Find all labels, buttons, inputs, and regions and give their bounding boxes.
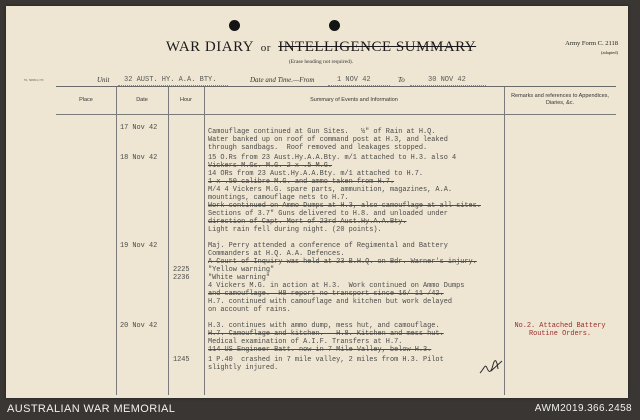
summary-line: H.7. continued with camouflage and kitchen but work delayed — [208, 298, 452, 306]
unit-value: 32 AUST. HY. A.A. BTY. — [124, 76, 217, 84]
form-number-main: Army Form C. 2118 — [565, 40, 618, 47]
summary-line: Commanders at H.Q. A.A. Defences. — [208, 250, 345, 258]
entry-hour: 2236 — [173, 274, 190, 282]
date-label: Date and Time.—From — [250, 76, 315, 84]
entry-date: 19 Nov 42 — [120, 242, 158, 250]
entry-date: 20 Nov 42 — [120, 322, 158, 330]
entry-date: 17 Nov 42 — [120, 124, 158, 132]
column-divider — [204, 87, 205, 395]
summary-line: H.3. continues with ammo dump, mess hut, and camouflage. — [208, 322, 440, 330]
form-number — [565, 39, 618, 57]
summary-line-struck: 1 x .50 calibre M.G. and ammo taken from H.7. — [208, 178, 395, 186]
date-from: 1 NOV 42 — [337, 76, 371, 84]
header-hour: Hour — [180, 97, 192, 103]
footer-source: AUSTRALIAN WAR MEMORIAL — [7, 403, 176, 415]
summary-line: through sandbags. Roof removed and leakages stopped. — [208, 144, 428, 152]
header-place: Place — [79, 97, 93, 103]
title-struck: INTELLIGENCE SUMMARY — [278, 39, 477, 55]
column-divider — [116, 87, 117, 395]
column-divider — [168, 87, 169, 395]
summary-line-struck: and camouflage. H8 report no transport since 16/ 11 /42. — [208, 290, 444, 298]
summary-line-struck: H.7. Camouflage and kitchen. H.8. Kitchen and mess hut. — [208, 330, 444, 338]
summary-line-struck: Vickers M.Gs. M.G. 2 x .5 M.G. — [208, 162, 333, 170]
summary-line-struck: 114 US Engineer Batt. now in 7 Mile Valley, below H.3. — [208, 346, 432, 354]
form-subtitle: (Erase heading not required). — [288, 59, 354, 65]
unit-label: Unit — [97, 76, 110, 84]
summary-line: Water banked up on roof of command post at H.3, and leaked — [208, 136, 448, 144]
summary-line: mountings, camouflage nets to H.7. — [208, 194, 349, 202]
summary-line: 15 O.Rs from 23 Aust.Hy.A.A.Bty. m/1 attached to H.3. also 4 — [208, 154, 457, 162]
remarks-entry: No.2. Attached Battery Routine Orders. — [514, 322, 606, 339]
footer-accession: AWM2019.366.2458 — [534, 403, 632, 414]
header-summary: Summary of Events and Information — [310, 97, 398, 103]
summary-line: 4 Vickers M.G. in action at H.3. Work continued on Ammo Dumps — [208, 282, 465, 290]
summary-line-struck: Work continued on Ammo Dumps at H.3, also camouflage at all sites. — [208, 202, 481, 210]
summary-line: Camouflage continued at Gun Sites. ½" of Rain at H.Q. — [208, 128, 436, 136]
header-remarks: Remarks and references to Appendices, Diaries, &c. — [511, 93, 609, 106]
summary-line: Maj. Perry attended a conference of Regimental and Battery — [208, 242, 448, 250]
summary-line: M/4 4 Vickers M.G. spare parts, ammunition, magazines, A.A. — [208, 186, 452, 194]
column-divider — [504, 87, 505, 395]
summary-line: Light rain fell during night. (20 points). — [208, 226, 382, 234]
title-main: WAR DIARY — [165, 39, 254, 55]
entry-hour: 1245 — [173, 356, 190, 364]
summary-line: Sections of 3.7" Guns delivered to H.8. and unloaded under — [208, 210, 448, 218]
diary-table — [56, 86, 616, 395]
title-or: or — [260, 42, 271, 54]
summary-line: Medical examination of A.I.F. Transfers at H.7. — [208, 338, 403, 346]
summary-line: 14 ORs from 23 Aust.Hy.A.A.Bty. m/1 attached to H.7. — [208, 170, 424, 178]
date-to: 30 NOV 42 — [428, 76, 466, 84]
summary-line: 1 P.40 crashed in 7 mile valley, 2 miles from H.3. Pilot — [208, 356, 444, 364]
form-number-sub: (adapted) — [601, 50, 618, 55]
summary-line-struck: direction of Capt. Mort of 23rd Aust.Hy.A.A.Bty. — [208, 218, 407, 226]
punch-hole — [229, 20, 240, 31]
form-title — [6, 39, 628, 56]
summary-line: slightly injured. — [208, 364, 279, 372]
print-code: W. 5098.C/70 — [24, 78, 44, 82]
header-divider — [56, 114, 616, 115]
summary-line: on account of rains. — [208, 306, 291, 314]
entry-date: 18 Nov 42 — [120, 154, 158, 162]
summary-line-struck: A Court of Inquiry was held at 23 B.H.Q. on Bdr. Warner's injury. — [208, 258, 477, 266]
header-date: Date — [136, 97, 148, 103]
signature-icon — [479, 359, 503, 375]
to-label: To — [398, 76, 405, 84]
summary-line: "Yellow warning" — [208, 266, 275, 274]
war-diary-sheet — [6, 6, 628, 398]
entry-hour: 2225 — [173, 266, 190, 274]
summary-line: "White warning" — [208, 274, 271, 282]
punch-hole — [329, 20, 340, 31]
